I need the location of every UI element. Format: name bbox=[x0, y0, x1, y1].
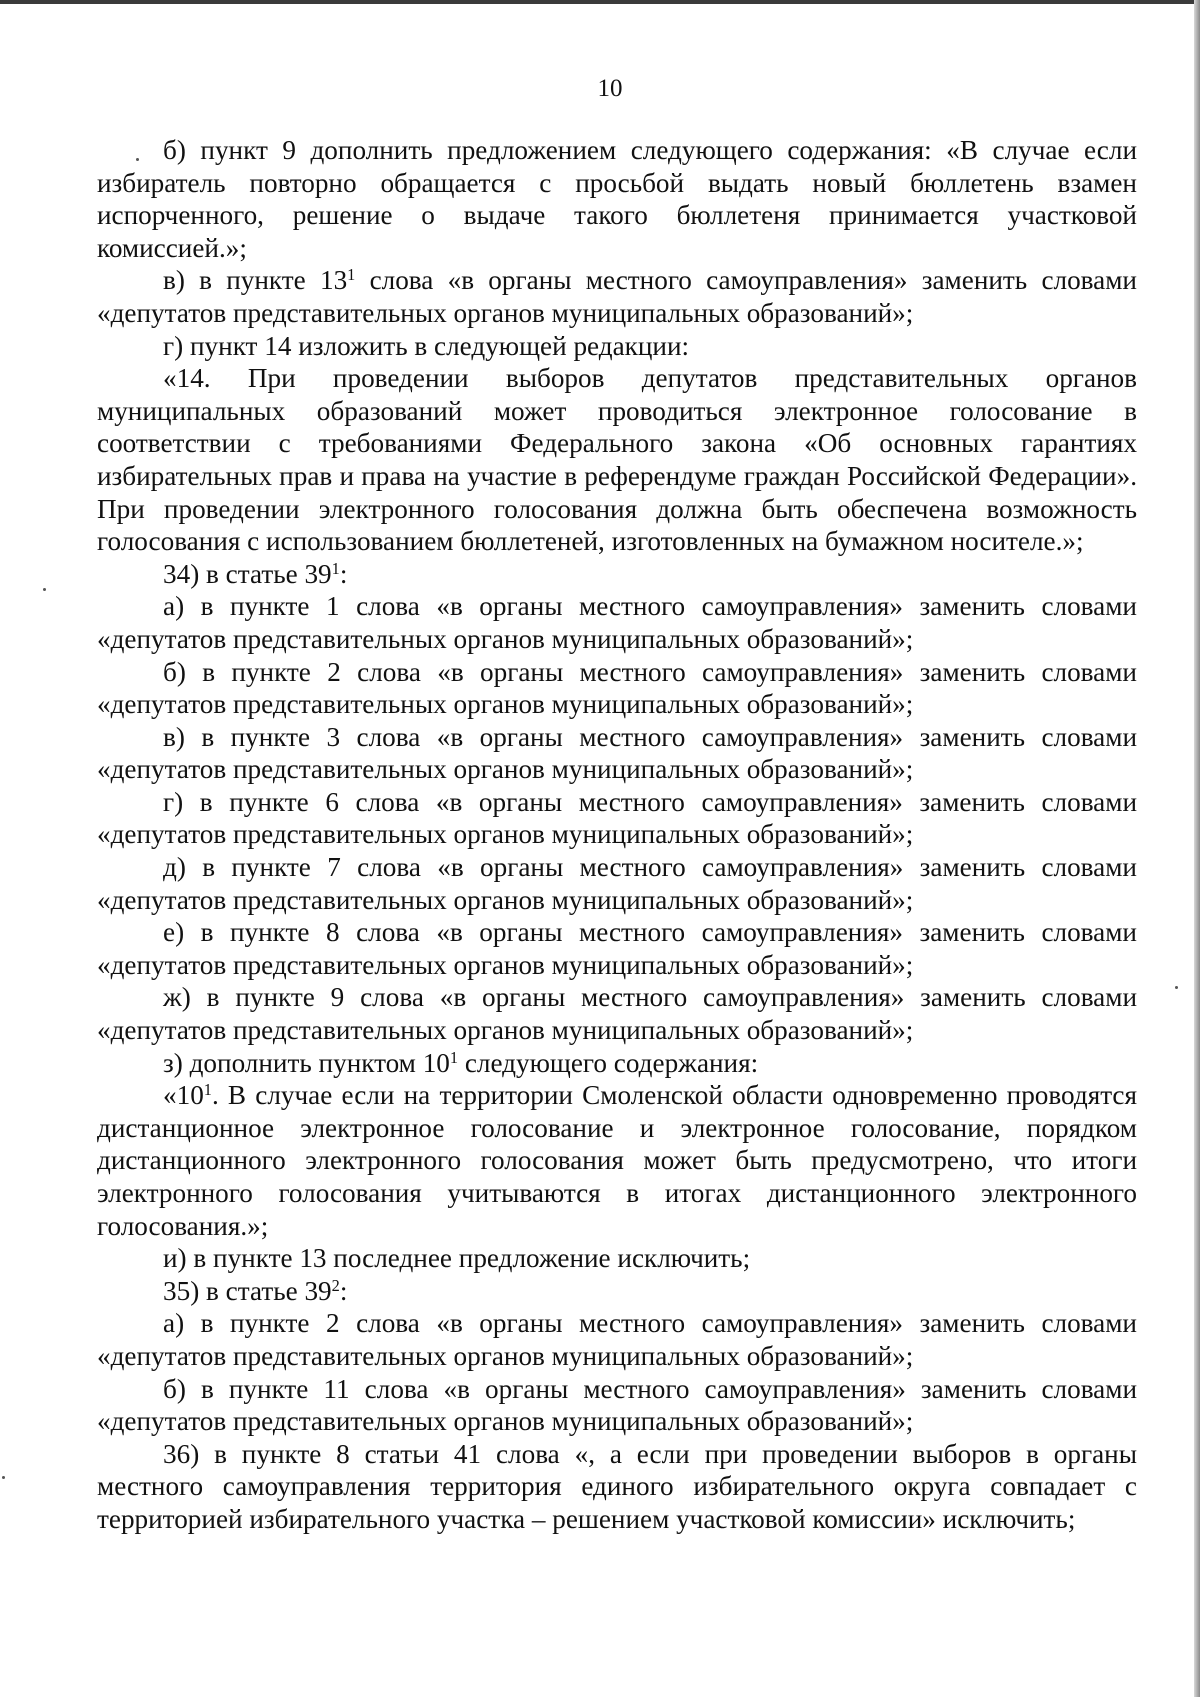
paragraph-35-statya-39-2: 35) в статье $39^2$: bbox=[163, 1275, 348, 1306]
paragraph-i-punkt-13: и) в пункте 13 последнее предложение исключить; bbox=[163, 1243, 751, 1274]
paragraph-punkt-14-text: «14. При проведении выборов депутатов представительных органов муниципальных образований может проводиться электронное голосование в соответствии с требованиями Федерального закона «Об основных гарантиях избирательных прав и права на участие в референдуме граждан Российской Федерации». При проведении электронного голосования должна быть обеспечена возможность голосования с использованием бюллетеней, изготовленных на бумажном носителе.»; bbox=[97, 363, 1137, 557]
paragraph-34-statya-39-1: 34) в статье $39^1$: bbox=[163, 558, 348, 589]
paragraph-g-punkt-6: г) в пункте 6 слова «в органы местного самоуправления» заменить словами «депутатов представительных органов муниципальных образований»; bbox=[97, 786, 1137, 850]
scan-speck bbox=[1175, 986, 1178, 989]
scan-speck bbox=[2, 1476, 5, 1479]
paragraph-b-punkt-2: б) в пункте 2 слова «в органы местного самоуправления» заменить словами «депутатов представительных органов муниципальных образований»; bbox=[97, 656, 1137, 720]
document-body bbox=[97, 134, 1137, 1536]
paragraph-g-punkt-14: г) пункт 14 изложить в следующей редакции: bbox=[163, 330, 690, 361]
scan-speck bbox=[136, 158, 139, 161]
paragraph-zh-punkt-9: ж) в пункте 9 слова «в органы местного самоуправления» заменить словами «депутатов представительных органов муниципальных образований»; bbox=[97, 982, 1137, 1046]
paragraph-b-punkt-9: б) пункт 9 дополнить предложением следующего содержания: «В случае если избиратель повторно обращается с просьбой выдать новый бюллетень взамен испорченного, решение о выдаче такого бюллетеня принимается участковой комиссией.»; bbox=[97, 135, 1137, 263]
scan-right-border bbox=[1194, 0, 1200, 1697]
paragraph-a-punkt-2: а) в пункте 2 слова «в органы местного самоуправления» заменить словами «депутатов представительных органов муниципальных образований»; bbox=[97, 1308, 1137, 1371]
paragraph-punkt-10-1-text: «$10^1$. В случае если на территории Смоленской области одновременно проводятся дистанционное электронное голосование и электронное голосование, порядком дистанционного электронного голосования может быть предусмотрено, что итоги электронного голосования учитываются в итогах дистанционного электронного голосования.»; bbox=[97, 1080, 1137, 1241]
paragraph-v-punkt-13-1: в) в пункте $13^1$ слова «в органы местного самоуправления» заменить словами «депутатов представительных органов муниципальных образований»; bbox=[97, 265, 1137, 328]
paragraph-b-punkt-11: б) в пункте 11 слова «в органы местного самоуправления» заменить словами «депутатов представительных органов муниципальных образований»; bbox=[97, 1373, 1137, 1437]
paragraph-z-punkt-10-1: з) дополнить пунктом $10^1$ следующего содержания: bbox=[163, 1047, 759, 1078]
paragraph-e-punkt-8: е) в пункте 8 слова «в органы местного самоуправления» заменить словами «депутатов представительных органов муниципальных образований»; bbox=[97, 917, 1137, 980]
scan-top-border bbox=[0, 0, 1200, 4]
paragraph-36-statya-41: 36) в пункте 8 статьи 41 слова «, а если при проведении выборов в органы местного самоуправления территория единого избирательного округа совпадает с территорией избирательного участка – решением участковой комиссии» исключить; bbox=[97, 1438, 1137, 1534]
paragraph-d-punkt-7: д) в пункте 7 слова «в органы местного самоуправления» заменить словами «депутатов представительных органов муниципальных образований»; bbox=[97, 852, 1137, 915]
paragraph-a-punkt-1: а) в пункте 1 слова «в органы местного самоуправления» заменить словами «депутатов представительных органов муниципальных образований»; bbox=[97, 591, 1137, 654]
paragraph-v-punkt-3: в) в пункте 3 слова «в органы местного самоуправления» заменить словами «депутатов представительных органов муниципальных образований»; bbox=[97, 721, 1137, 785]
page-number: 10 bbox=[597, 75, 623, 102]
scan-speck bbox=[43, 588, 46, 591]
